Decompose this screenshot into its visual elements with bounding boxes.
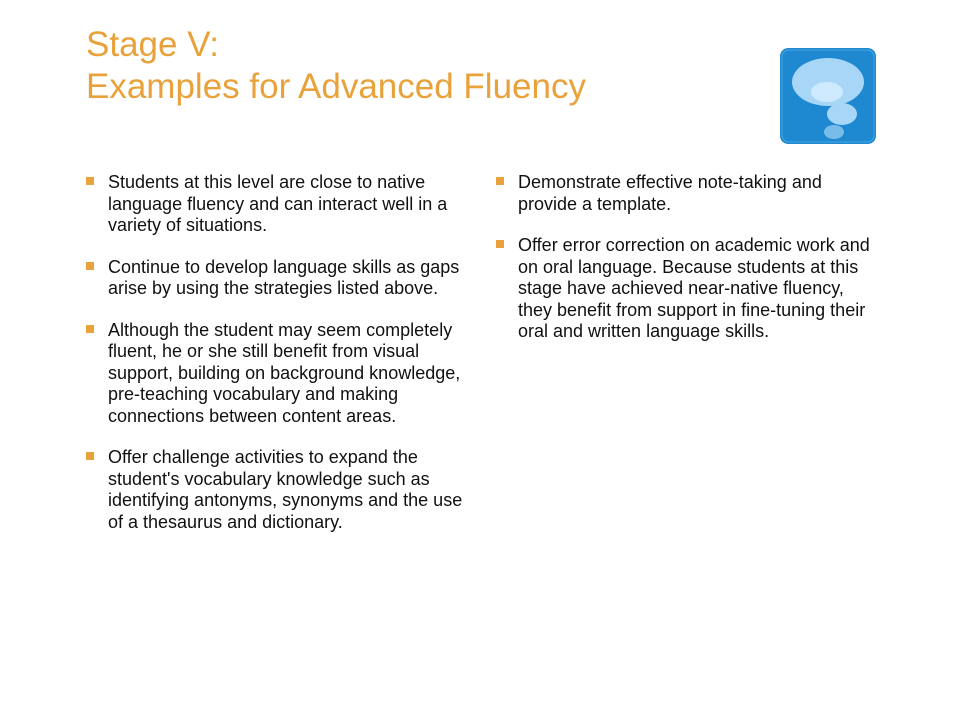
bullet-square-icon: [86, 325, 94, 333]
left-bullet-column: [84, 172, 464, 533]
right-bullet-item-2: [494, 235, 874, 343]
speech-bubbles-icon: [780, 48, 876, 144]
right-bullet-item-1: [494, 172, 874, 215]
bullet-square-icon: [86, 452, 94, 460]
bullet-square-icon: [496, 240, 504, 248]
right-bullet-column: [494, 172, 874, 343]
left-bullet-item-1: [84, 172, 464, 237]
title-line-stage: Stage V:: [86, 25, 219, 64]
bullet-text: Offer challenge activities to expand the student's vocabulary knowledge such as identifying antonyms, synonyms and the use of a thesaurus and dictionary.: [108, 447, 463, 532]
title-line-topic: Examples for Advanced Fluency: [86, 67, 586, 106]
left-bullet-list: [84, 172, 464, 533]
bullet-text: Demonstrate effective note-taking and provide a template.: [518, 172, 822, 214]
bullet-text: Continue to develop language skills as gaps arise by using the strategies listed above.: [108, 256, 460, 298]
left-bullet-item-4: [84, 447, 464, 533]
right-bullet-list: [494, 172, 874, 343]
bullet-square-icon: [86, 262, 94, 270]
bullet-text: Students at this level are close to native language fluency and can interact well in a variety of situations.: [108, 172, 448, 235]
bullet-text: Although the student may seem completely fluent, he or she still benefit from visual support, building on background knowledge, pre-teaching vocabulary and making connections between content areas.: [108, 319, 461, 426]
bullet-square-icon: [496, 177, 504, 185]
bullet-square-icon: [86, 177, 94, 185]
left-bullet-item-3: [84, 320, 464, 428]
left-bullet-item-2: [84, 257, 464, 300]
slide-title: [86, 24, 726, 108]
bullet-text: Offer error correction on academic work and on oral language. Because students at this stage have achieved near-native fluency, they benefit from support in fine-tuning their oral and written language skills.: [518, 235, 870, 341]
